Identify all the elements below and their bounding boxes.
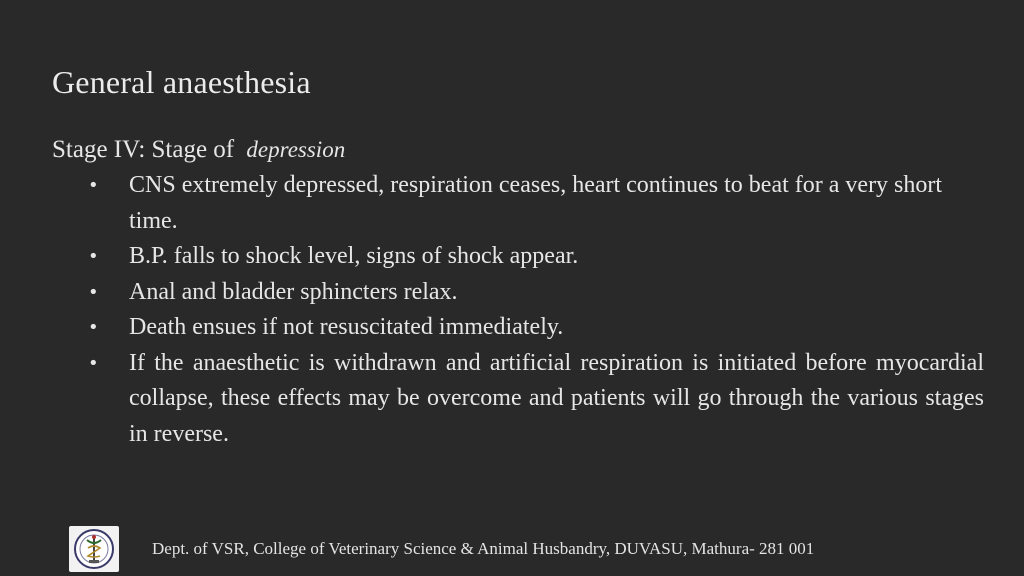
seal-graphic xyxy=(72,528,116,570)
footer xyxy=(0,520,1024,576)
stage-heading xyxy=(52,136,345,164)
slide-title: General anaesthesia xyxy=(52,64,311,100)
bullet-text: B.P. falls to shock level, signs of shock appear. xyxy=(129,243,579,269)
bullet-icon: • xyxy=(88,281,99,303)
bullet-icon: • xyxy=(88,246,99,267)
bullet-text: If the anaesthetic is withdrawn and artificial respiration is initiated before myocardial collapse, these effects may be overcome and patients will go through the various stages in reverse. xyxy=(129,349,984,447)
bullet-icon: • xyxy=(88,352,99,374)
list-item xyxy=(88,239,984,275)
list-item xyxy=(88,275,984,311)
stage-heading-emphasis: depression xyxy=(246,137,346,162)
list-item xyxy=(88,168,984,239)
stage-heading-prefix: Stage IV: Stage of xyxy=(52,136,235,163)
bullet-list xyxy=(88,168,984,452)
bullet-text: CNS extremely depressed, respiration ceases, heart continues to beat for a very short time. xyxy=(129,172,943,234)
university-seal-icon xyxy=(69,526,119,572)
bullet-text: Anal and bladder sphincters relax. xyxy=(129,278,458,305)
footer-text: Dept. of VSR, College of Veterinary Science & Animal Husbandry, DUVASU, Mathura- 281 001 xyxy=(152,539,815,558)
list-item xyxy=(88,346,984,453)
list-item xyxy=(88,310,984,346)
bullet-text: Death ensues if not resuscitated immediately. xyxy=(129,314,564,340)
bullet-icon: • xyxy=(88,175,99,196)
bullet-icon: • xyxy=(88,317,99,338)
